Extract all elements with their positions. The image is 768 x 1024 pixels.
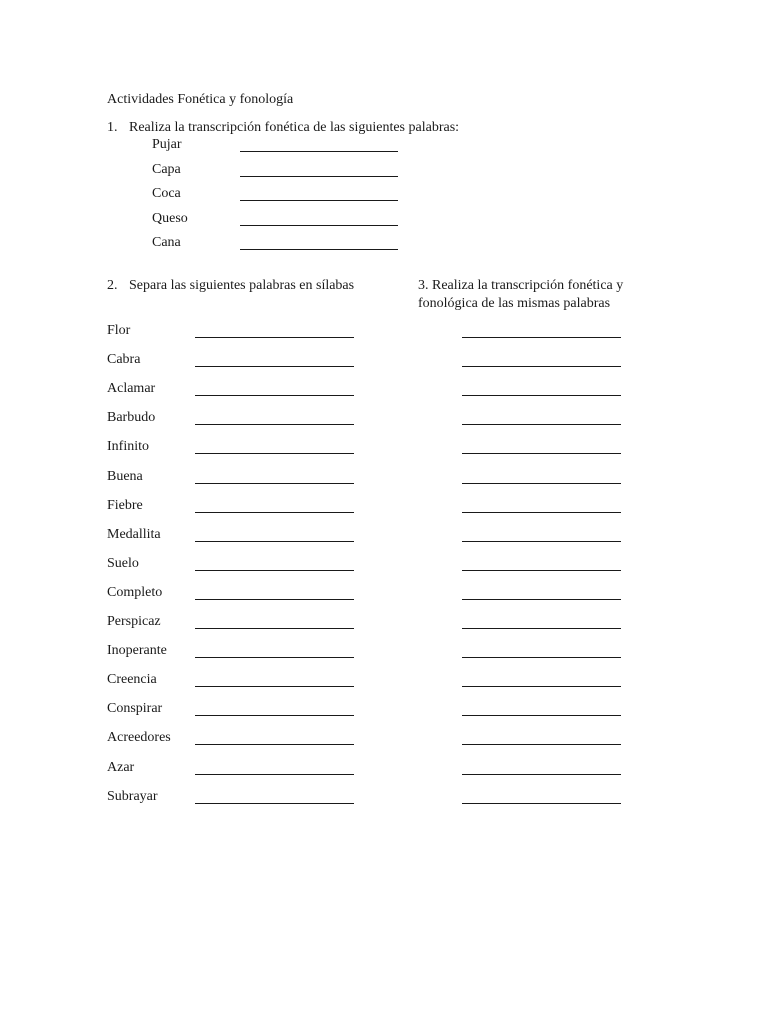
transcription-answer-blank[interactable] — [462, 774, 621, 775]
syllable-answer-blank[interactable] — [195, 599, 354, 600]
syllable-answer-blank[interactable] — [195, 715, 354, 716]
transcription-answer-blank[interactable] — [462, 453, 621, 454]
section2-instruction: Separa las siguientes palabras en sílabas — [129, 278, 355, 293]
syllable-answer-blank[interactable] — [195, 541, 354, 542]
syllable-answer-blank[interactable] — [195, 686, 354, 687]
document-title: Actividades Fonética y fonología — [107, 92, 294, 107]
section1-instruction: Realiza la transcripción fonética de las siguientes palabras: — [129, 120, 460, 135]
section1-answer-blank[interactable] — [240, 249, 398, 250]
transcription-answer-blank[interactable] — [462, 337, 621, 338]
word-label: Conspirar — [107, 701, 163, 717]
transcription-answer-blank[interactable] — [462, 599, 621, 600]
transcription-answer-blank[interactable] — [462, 483, 621, 484]
section1-answer-blank[interactable] — [240, 151, 398, 152]
transcription-answer-blank[interactable] — [462, 715, 621, 716]
syllable-answer-blank[interactable] — [195, 483, 354, 484]
section1-word: Queso — [152, 210, 188, 226]
word-label: Buena — [107, 468, 143, 484]
word-label: Inoperante — [107, 643, 167, 659]
word-label: Suelo — [107, 555, 139, 571]
transcription-answer-blank[interactable] — [462, 570, 621, 571]
word-label: Acreedores — [107, 730, 171, 746]
section1-word: Coca — [152, 186, 181, 202]
syllable-answer-blank[interactable] — [195, 453, 354, 454]
syllable-answer-blank[interactable] — [195, 337, 354, 338]
word-label: Subrayar — [107, 788, 158, 804]
syllable-answer-blank[interactable] — [195, 774, 354, 775]
word-label: Flor — [107, 323, 131, 338]
word-label: Cabra — [107, 352, 141, 368]
transcription-answer-blank[interactable] — [462, 512, 621, 513]
syllable-answer-blank[interactable] — [195, 424, 354, 425]
section1-number: 1. — [107, 120, 118, 135]
section3-instruction-line2: fonológica de las mismas palabras — [418, 296, 611, 311]
syllable-answer-blank[interactable] — [195, 570, 354, 571]
word-label: Creencia — [107, 672, 157, 688]
word-label: Infinito — [107, 439, 149, 455]
section2-number: 2. — [107, 278, 118, 293]
word-label: Medallita — [107, 526, 161, 542]
syllable-answer-blank[interactable] — [195, 395, 354, 396]
word-label: Aclamar — [107, 381, 156, 397]
transcription-answer-blank[interactable] — [462, 395, 621, 396]
section1-answer-blank[interactable] — [240, 176, 398, 177]
section3-instruction-line1: 3. Realiza la transcripción fonética y — [418, 278, 624, 293]
section1-word: Cana — [152, 235, 181, 251]
transcription-answer-blank[interactable] — [462, 541, 621, 542]
transcription-answer-blank[interactable] — [462, 366, 621, 367]
transcription-answer-blank[interactable] — [462, 686, 621, 687]
syllable-answer-blank[interactable] — [195, 628, 354, 629]
syllable-answer-blank[interactable] — [195, 366, 354, 367]
section1-word: Capa — [152, 161, 181, 177]
word-label: Azar — [107, 759, 135, 775]
transcription-answer-blank[interactable] — [462, 424, 621, 425]
word-label: Perspicaz — [107, 614, 161, 629]
word-label: Completo — [107, 584, 163, 600]
section1-word: Pujar — [152, 137, 182, 152]
syllable-answer-blank[interactable] — [195, 512, 354, 513]
section1-answer-blank[interactable] — [240, 225, 398, 226]
transcription-answer-blank[interactable] — [462, 657, 621, 658]
transcription-answer-blank[interactable] — [462, 628, 621, 629]
transcription-answer-blank[interactable] — [462, 744, 621, 745]
syllable-answer-blank[interactable] — [195, 744, 354, 745]
word-label: Fiebre — [107, 497, 143, 513]
transcription-answer-blank[interactable] — [462, 803, 621, 804]
section1-answer-blank[interactable] — [240, 200, 398, 201]
word-label: Barbudo — [107, 410, 156, 426]
syllable-answer-blank[interactable] — [195, 803, 354, 804]
syllable-answer-blank[interactable] — [195, 657, 354, 658]
